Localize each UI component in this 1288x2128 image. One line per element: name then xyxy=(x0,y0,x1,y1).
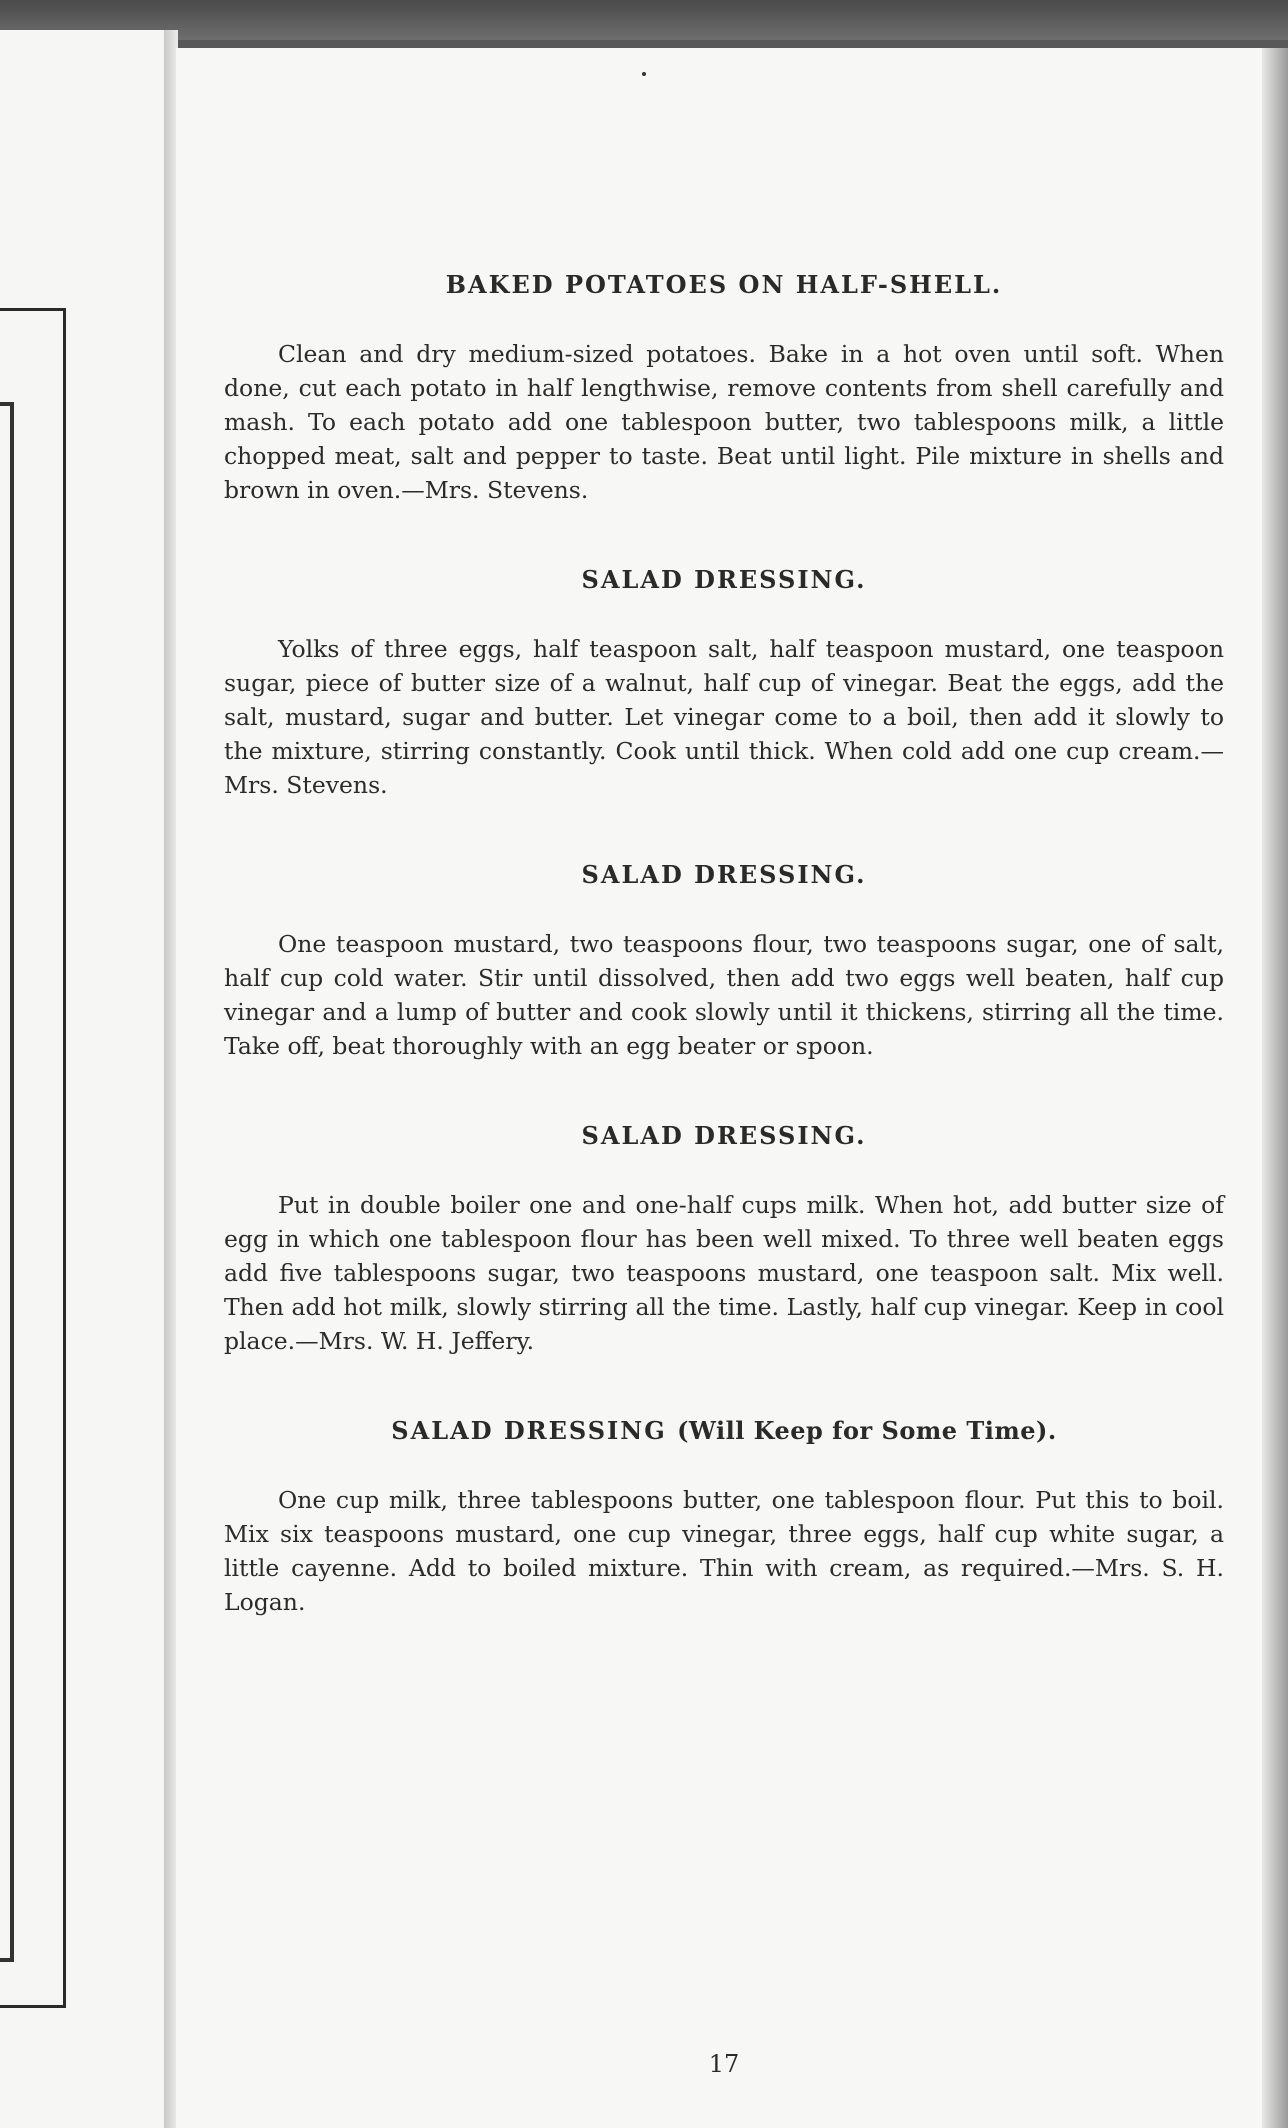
recipe-title: SALAD DRESSING. xyxy=(581,565,867,594)
dust-speck xyxy=(642,72,646,76)
recipe-body: Yolks of three eggs, half teaspoon salt, half teaspoon mustard, one teaspoon sugar, piece of butter size of a walnut, half cup of vinegar. Beat the eggs, add the salt, mustard, sugar and butter. Let vinegar come to a boil, then add it slowly to the mixture, stirring constantly. Cook until thick. When cold add one cup cream.—Mrs. Stevens. xyxy=(224,635,1224,799)
recipe-body: One teaspoon mustard, two teaspoons flour, two teaspoons sugar, one of salt, half cup cold water. Stir until dissolved, then add two eggs well beaten, half cup vinegar and a lump of butter and cook slowly until it thickens, stirring all the time. Take off, beat thoroughly with an egg beater or spoon. xyxy=(224,930,1224,1060)
recipe-baked-potatoes xyxy=(224,270,1224,507)
recipe-list xyxy=(224,270,1224,2078)
recipe-title: SALAD DRESSING. xyxy=(581,860,867,889)
recipe-title xyxy=(224,1416,1224,1445)
recipe-salad-dressing-2 xyxy=(224,860,1224,1063)
recipe-title-text: SALAD DRESSING xyxy=(391,1416,667,1445)
page-edge-shadow xyxy=(1262,48,1288,2128)
recipe-body: One cup milk, three tablespoons butter, one tablespoon flour. Put this to boil. Mix six teaspoons mustard, one cup vinegar, three eggs, half cup white sugar, a little cayenne. Add to boiled mixture. Thin with cream, as required.—Mrs. S. H. Logan. xyxy=(224,1486,1224,1616)
recipe-salad-dressing-4 xyxy=(224,1416,1224,1619)
recipe-title: SALAD DRESSING. xyxy=(581,1121,867,1150)
left-page-inner-border xyxy=(0,402,14,1962)
page-number: 17 xyxy=(708,2050,740,2078)
recipe-body: Put in double boiler one and one-half cups milk. When hot, add butter size of egg in which one tablespoon flour has been well mixed. To three well beaten eggs add five tablespoons sugar, two teaspoons mustard, one teaspoon salt. Mix well. Then add hot milk, slowly stirring all the time. Lastly, half cup vinegar. Keep in cool place.—Mrs. W. H. Jeffery. xyxy=(224,1191,1224,1355)
recipe-body: Clean and dry medium-sized potatoes. Bake in a hot oven until soft. When done, cut each potato in half lengthwise, remove contents from shell carefully and mash. To each potato add one tablespoon butter, two tablespoons milk, a little chopped meat, salt and pepper to taste. Beat until light. Pile mixture in shells and brown in oven.—Mrs. Stevens. xyxy=(224,340,1224,504)
recipe-salad-dressing-3 xyxy=(224,1121,1224,1358)
scan-top-edge xyxy=(0,0,1288,40)
left-page xyxy=(0,30,168,2128)
recipe-title-note: (Will Keep for Some Time). xyxy=(677,1416,1057,1445)
right-page xyxy=(176,48,1268,2128)
recipe-title: BAKED POTATOES ON HALF-SHELL. xyxy=(445,270,1003,299)
recipe-salad-dressing-1 xyxy=(224,565,1224,802)
